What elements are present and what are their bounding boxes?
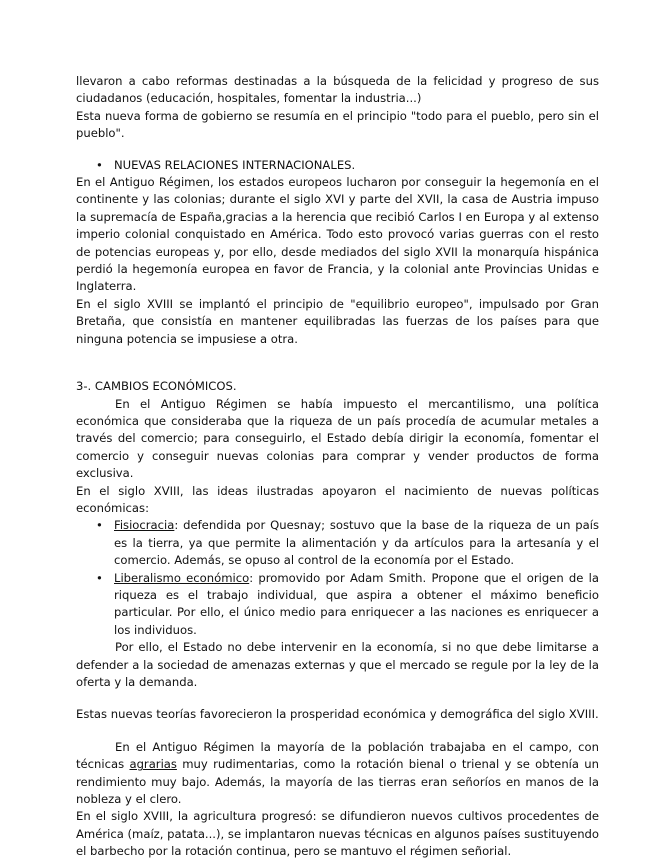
term-liberalismo: Liberalismo económico: [114, 570, 250, 585]
paragraph-principle: Esta nueva forma de gobierno se resumía en el principio "todo para el pueblo, pero sin el pueblo".: [76, 108, 599, 141]
paragraph-equilibrium: En el siglo XVIII se implantó el principio de "equilibrio europeo", impulsado por Gran Bretaña, que consistía en mantener equilibradas las fuerzas de los países para que ninguna potencia se impusiese a otra.: [76, 296, 599, 346]
spacer: [76, 691, 599, 706]
heading-text: NUEVAS RELACIONES INTERNACIONALES.: [114, 157, 356, 172]
section-heading-economic: 3-. CAMBIOS ECONÓMICOS.: [76, 379, 237, 394]
agriculture-text-start: En el Antiguo Régimen la mayoría de la población trabajaba en el campo, con técnicas: [76, 739, 599, 772]
liberalismo-description: : promovido por Adam Smith. Propone que el origen de la riqueza es el trabajo individual, que aspira a obtener el máximo beneficio particular. Por ello, el único medio para enriquecer a las naciones es enriquecer a los individuos.: [114, 570, 600, 637]
spacer: [76, 724, 599, 739]
term-agrarias: agrarias: [129, 757, 177, 772]
section-heading-international: [76, 157, 599, 174]
bullet-icon: •: [96, 157, 103, 172]
paragraph-mercantilism: En el Antiguo Régimen se había impuesto el mercantilismo, una política económica que consideraba que la riqueza de un país procedía de acumular metales a través del comercio; para conseguirlo, el Estado debía dirigir la economía, fomentar el comercio y conseguir nuevas colonias para comprar y vender productos de forma exclusiva.: [76, 396, 599, 481]
paragraph-hegemony: En el Antiguo Régimen, los estados europeos lucharon por conseguir la hegemonía en el continente y las colonias; durante el siglo XVI y parte del XVII, la casa de Austria impuso la supremacía de España,gracias a la herencia que recibió Carlos I en Europa y al extenso imperio colonial conquistado en América. Todo esto provocó varias guerras con el resto de potencias europeas y, por ello, desde mediados del siglo XVII la monarquía hispánica perdió la hegemonía europea en favor de Francia, y la colonial ante Provincias Unidas e Inglaterra.: [76, 175, 599, 294]
paragraph-agriculture-old: [76, 739, 599, 809]
paragraph-reforms: llevaron a cabo reformas destinadas a la búsqueda de la felicidad y progreso de sus ciudadanos (educación, hospitales, fomentar la industria...): [76, 74, 599, 106]
paragraph-new-policies: En el siglo XVIII, las ideas ilustradas apoyaron el nacimiento de nuevas políticas económicas:: [76, 483, 599, 515]
bullet-icon: •: [96, 570, 103, 585]
paragraph-state-role: Por ello, el Estado no debe intervenir en la economía, si no que debe limitarse a defender a la sociedad de amenazas externas y que el mercado se regule por la ley de la oferta y la demanda.: [76, 640, 599, 689]
paragraph-prosperity: Estas nuevas teorías favorecieron la prosperidad económica y demográfica del siglo XVIII.: [76, 707, 599, 722]
agriculture-text-end: muy rudimentarias, como la rotación bienal o trienal y se obtenía un rendimiento muy bajo. Además, la mayoría de las tierras eran señoríos en manos de la nobleza y el clero.: [76, 757, 600, 807]
bullet-icon: •: [96, 518, 103, 533]
spacer: [76, 143, 599, 157]
term-fisiocracia: Fisiocracia: [114, 518, 175, 533]
paragraph-agriculture-progress: En el siglo XVIII, la agricultura progresó: se difundieron nuevos cultivos procedentes de América (maíz, patata...), se implantaron nuevas técnicas en algunos países sustituyendo el barbecho por la rotación continua, pero se mantuvo el régimen señorial.: [76, 809, 599, 859]
fisiocracia-description: : defendida por Quesnay; sostuvo que la base de la riqueza de un país es la tierra, ya que permite la alimentación y da artículos para la artesanía y el comercio. Además, se opuso al control de la economía por el Estado.: [114, 518, 599, 568]
list-item-fisiocracia: [76, 517, 599, 569]
spacer: [76, 348, 599, 378]
list-item-liberalismo: [76, 570, 599, 640]
